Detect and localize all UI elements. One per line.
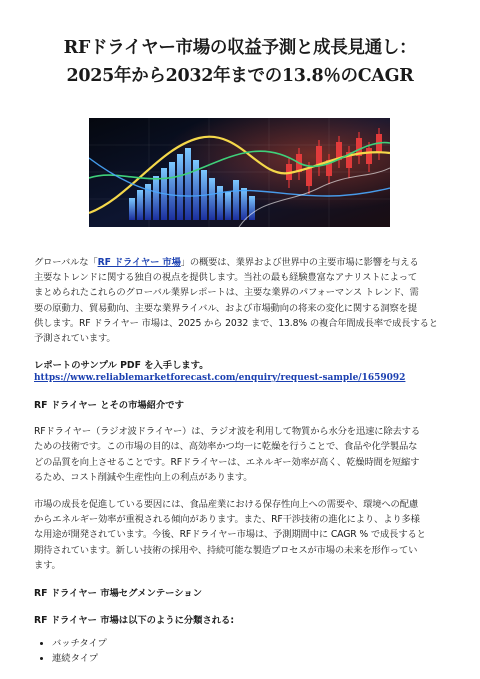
intro-line: 供します。RF ドライヤー 市場は、2025 から 2032 まで、13.8% の複合年間成長率で成長すると [34, 317, 438, 329]
growth-line: 市場の成長を促進している要因には、食品産業における保存性向上への需要や、環境への配慮 [34, 499, 418, 511]
list-item: • 連続タイプ [52, 651, 446, 666]
sample-request-link[interactable]: https://www.reliablemarketforecast.com/enquiry/request-sample/1659092 [34, 373, 406, 384]
growth-line: ます。 [34, 559, 61, 571]
growth-line: な用途が開発されています。今後、RFドライヤー市場は、予測期間中に CAGR % で成長すると [34, 529, 426, 541]
intro-line: 要の原動力、貿易動向、主要な業界ライバル、および市場動向の将来の変化に関する洞察を提 [34, 302, 417, 314]
intro-line: 予測されています。 [34, 333, 116, 345]
intro-paragraph [34, 255, 446, 346]
market-intro-heading: RF ドライヤー とその市場紹介です [34, 400, 184, 412]
segmentation-heading: RF ドライヤー 市場セグメンテーション [34, 588, 202, 600]
intro-line: 主要なトレンドに関する独自の視点を提供します。当社の最も経験豊富なアナリストによって [34, 272, 418, 284]
title-line-2: 2025年から2032年までの13.8％のCAGR [66, 66, 414, 86]
intro-line: まとめられたこれらのグローバル業界レポートは、主要な業界のパフォーマンス トレンド、需 [34, 287, 419, 299]
growth-paragraph [34, 497, 446, 573]
growth-line: 期待されています。新しい技術の採用や、持続可能な製造プロセスが市場の未来を形作ってい [34, 544, 418, 556]
rf-dryer-market-link[interactable]: RF ドライヤー 市場 [97, 257, 181, 268]
page-title [30, 34, 450, 90]
segmentation-subheading: RF ドライヤー 市場は以下のように分類される: [34, 615, 235, 627]
market-intro-line: るため、コスト削減や生産性向上の利点があります。 [34, 471, 253, 483]
article-body [34, 255, 446, 666]
intro-lead: グローバルな「 [34, 257, 98, 268]
type-list [34, 636, 446, 666]
growth-line: からエネルギー効率が重視される傾向があります。また、RF干渉技術の進化により、より多様 [34, 514, 420, 526]
market-intro-line: どの品質を向上させることです。RFドライヤーは、エネルギー効率が高く、乾燥時間を短縮す [34, 456, 420, 468]
intro-after-link: 」の概要は、業界および世界中の主要市場に影響を与える [180, 257, 419, 268]
title-line-1: RFドライヤー市場の収益予測と成長見通し： [63, 38, 417, 58]
market-intro-line: RFドライヤー（ラジオ波ドライヤー）は、ラジオ波を利用して物質から水分を迅速に除去する [34, 426, 420, 438]
financial-chart-image [89, 118, 390, 227]
sample-heading: レポートのサンプル PDF を入手します。 [34, 360, 209, 372]
list-item: • バッチタイプ [52, 636, 446, 651]
intro-line [34, 255, 446, 270]
market-intro-line: ための技術です。この市場の目的は、高効率かつ均一に乾燥を行うことで、食品や化学製品な [34, 441, 418, 453]
market-intro-paragraph [34, 424, 446, 485]
